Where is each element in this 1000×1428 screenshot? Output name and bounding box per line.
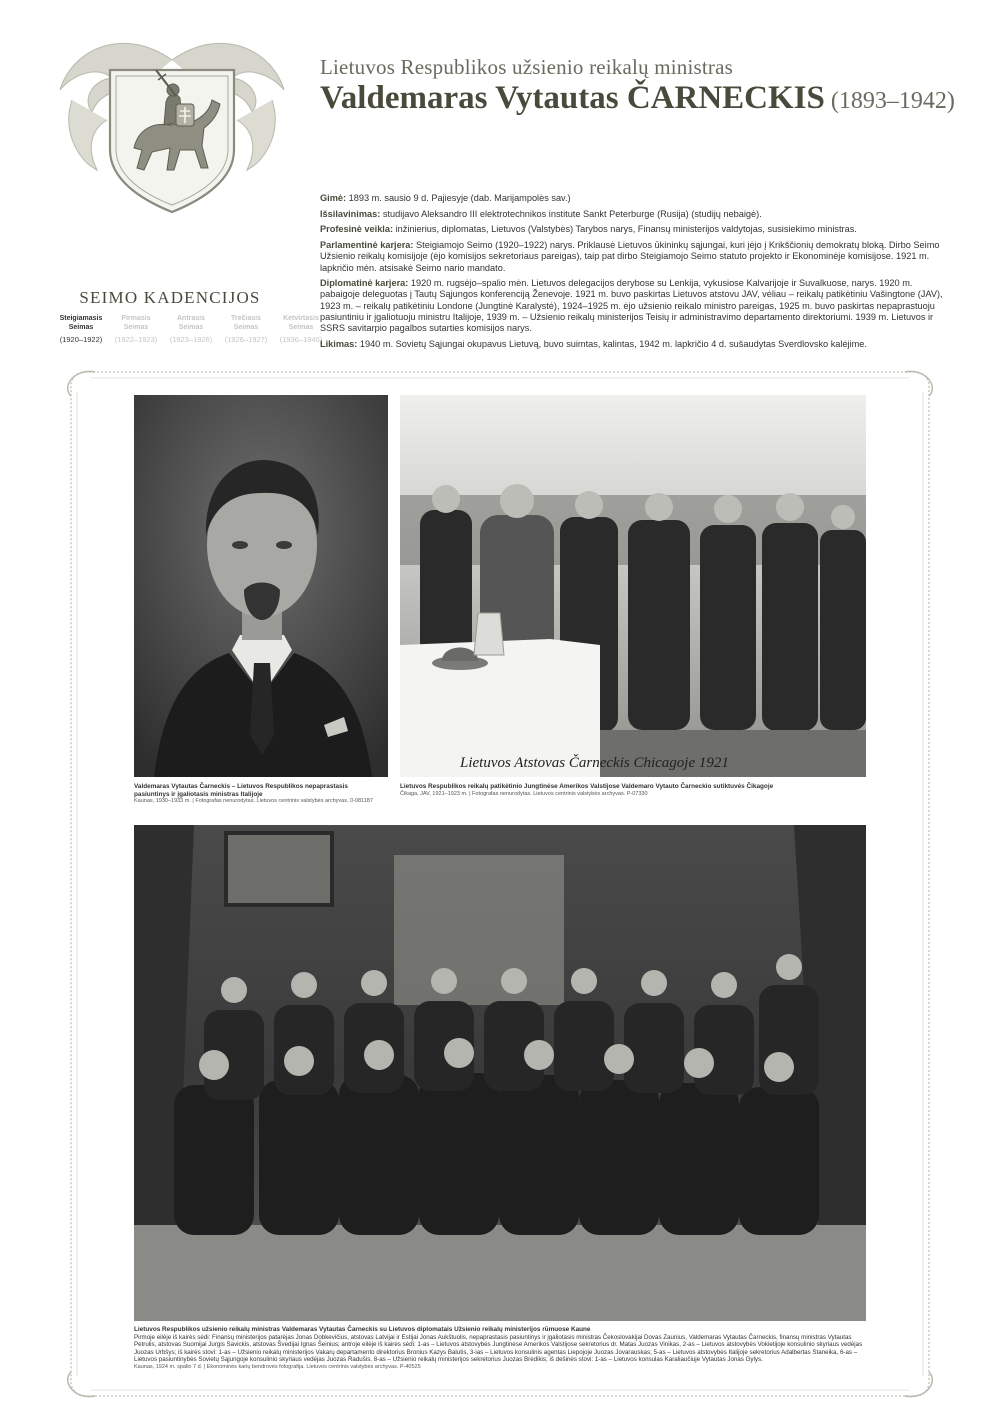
bio-text: studijavo Aleksandro III elektrotechnikos institute Sankt Peterburge (Rusija) (studijų nebaigė). <box>382 208 762 219</box>
photo-diplomats-group <box>134 825 866 1321</box>
bio-label: Išsilavinimas: <box>320 208 381 219</box>
bio-profesine <box>320 224 948 235</box>
bio-text: 1940 m. Sovietų Sąjungai okupavus Lietuvą, buvo suimtas, kalintas, 1942 m. lapkričio 4 d. sušaudytas Sverdlovsko kalėjime. <box>359 338 867 349</box>
bio-text: 1893 m. sausio 9 d. Pajiesyje (dab. Marijampolės sav.) <box>348 193 571 203</box>
bio-label: Profesinė veikla: <box>320 224 394 235</box>
term-steigiamasis <box>56 315 106 345</box>
term-name: Pirmasis Seimas <box>121 315 151 331</box>
caption-portrait <box>134 783 384 806</box>
term-years: (1920–1922) <box>59 335 103 344</box>
photo-portrait <box>134 395 388 777</box>
bio-text: 1920 m. rugsėjo–spalio mėn. Lietuvos delegacijos derybose su Lenkija, vykusiose Kalvarijoje ir Suvalkuose, narys. 1920 m. pabaigoje deleguotas į Tautų Sąjungos konferenciją Ženevoje. 1921 m. buvo paskirtas Lietuvos atstovu JAV, vėliau – reikalų patikėtiniu Vašingtone (JAV), 1923 m. – reikalų patikėtiniu Londone (Jungtinė Karalystė), 1924–1925 m. ėjo užsienio reikalo ministro pareigas, 1925 m. buvo paskirtas nepaprastuoju pasiuntiniu ir įgaliotuoju ministru Italijoje, 1939 m. – Užsienio reikalų ministerijos Teisių ir administravimo departamento direktoriumi. 1939 m. Lietuvos ir SSRS savitarpio pagalbos sutarties komisijos narys. <box>320 278 943 334</box>
bio-label: Likimas: <box>320 338 358 349</box>
bio-label: Diplomatinė karjera: <box>320 278 409 289</box>
term-years: (1936–1940) <box>279 335 323 344</box>
bio-text: inžinierius, diplomatas, Lietuvos (Valstybės) Tarybos narys, Finansų ministerijos valdytojas, susisiekimo ministras. <box>395 224 857 235</box>
term-antrasis <box>166 315 216 345</box>
term-name: Steigiamasis Seimas <box>59 315 103 331</box>
term-name: Antrasis Seimas <box>176 315 205 331</box>
caption-title: Lietuvos Respublikos užsienio reikalų ministras Valdemaras Vytautas Čarneckis su Lietuvos diplomatais Užsienio reikalų ministerijos rūmuose Kaune <box>134 1326 591 1333</box>
caption-source: Kaunas, 1924 m. spalio 7 d. | Ekonominės karių bendrovės fotografija. Lietuvos centrinis valstybės archyvas. P-40525 <box>134 1363 421 1370</box>
seimo-terms-list <box>56 315 326 345</box>
caption-chicago <box>400 783 866 798</box>
bio-text: Steigiamojo Seimo (1920–1922) narys. Priklausė Lietuvos ūkininkų sąjungai, kuri įėjo į Krikščionių demokratų bloką. Dirbo Seimo Užsienio reikalų komisijoje (ėjo komisijos sekretoriaus pareigas), taip pat dirbo Steigiamojo Seimo statuto projekto ir Ekonominėje komisijose. 1921 m. lapkričio mėn. atsisakė Seimo nario mandato. <box>320 240 940 273</box>
term-pirmasis <box>111 315 161 345</box>
photo-inscription: Lietuvos Atstovas Čarneckis Chicagoje 1921 <box>460 755 729 771</box>
vytis-coat-of-arms-icon <box>52 30 292 220</box>
term-years: (1922–1923) <box>114 335 158 344</box>
term-treciasis <box>221 315 271 345</box>
bio-parlamentine <box>320 240 948 274</box>
biography <box>320 193 948 354</box>
caption-source: Kaunas, 1930–1933 m. | Fotografas nenurodytas. Lietuvos centrinis valstybės archyvas. 0-081187 <box>134 798 373 805</box>
life-years: (1893–1942) <box>830 88 955 114</box>
term-name: Ketvirtasis Seimas <box>283 315 319 331</box>
photo-chicago-reception <box>400 395 866 777</box>
term-years: (1926–1927) <box>224 335 268 344</box>
caption-description: Pirmoje eilėje iš kairės sėdi: Finansų ministerijos patarėjas Jonas Dobkevičius, atstovas Latvijai ir Estijai Jonas Aukštuolis, nepaprastasis pasiuntinys ir įgaliotasis ministras Čekoslovakijai Dovas Zaunius, Valdemaras Vytautas Čarneckis, finansų ministras Vytautas Petrulis, atstovas Suomijai Jurgis Savickis, atstovas Švedijai Ignas Šeinius; antroje eilėje iš kairės sėdi: 1-as – Lietuvos atstovybės Jungtinėse Amerikos Valstijose sekretorius dr. Matas Juozas Vinikas, 2-as – Lietuvos atstovybės Vokietijoje konsulinio skyriaus vedėjas Juozas Urbšys; iš kairės stovi: 1-as – Užsienio reikalų ministerijos Vakarų departamento direktorius Bronius Kazys Balutis, 3-ias – Lietuvos konsulinis agentas Liepojoje Juozas Jovarauskas; 5-as – Lietuvos atstovybės Italijoje sekretorius Adalbertas Staneika, 6-as – Lietuvos pasiuntinybės Sovietų Sąjungoje konsulinio skyriaus vedėjas Juozas Radušis, 8-as – Užsienio reikalų ministerijos sekretorius Juozas Brėdikis; iš dešinės stovi: 1-as – Lietuvos konsulas Karaliaučiuje Vytautas Jonas Gylys. <box>134 1333 863 1364</box>
bio-issilavinimas <box>320 209 948 220</box>
caption-source: Čikaga, JAV, 1921–1923 m. | Fotografas nenurodytas. Lietuvos centrinis valstybės archyvas. P-07330 <box>400 790 648 797</box>
caption-group <box>134 1326 866 1372</box>
seimo-kadencijos-heading: SEIMO KADENCIJOS <box>79 288 261 307</box>
bio-label: Gimė: <box>320 193 347 203</box>
minister-name: Valdemaras Vytautas ČARNECKIS <box>320 80 825 116</box>
caption-title: Lietuvos Respublikos reikalų patikėtinio Jungtinėse Amerikos Valstijose Valdemaro Vytauto Čarneckio sutiktuvės Čikagoje <box>400 783 774 790</box>
bio-diplomatine <box>320 278 948 334</box>
term-ketvirtasis <box>276 315 326 345</box>
coat-of-arms-crest <box>52 30 292 220</box>
page-subtitle: Lietuvos Respublikos užsienio reikalų ministras <box>320 55 734 79</box>
term-years: (1923–1926) <box>169 335 213 344</box>
caption-title: Valdemaras Vytautas Čarneckis – Lietuvos Respublikos nepaprastasis pasiuntinys ir įgaliotasis ministras Italijoje <box>134 783 348 798</box>
bio-gime <box>320 193 948 204</box>
bio-likimas <box>320 339 948 350</box>
page-title <box>320 80 955 117</box>
bio-label: Parlamentinė karjera: <box>320 240 414 251</box>
term-name: Trečiasis Seimas <box>231 315 261 331</box>
